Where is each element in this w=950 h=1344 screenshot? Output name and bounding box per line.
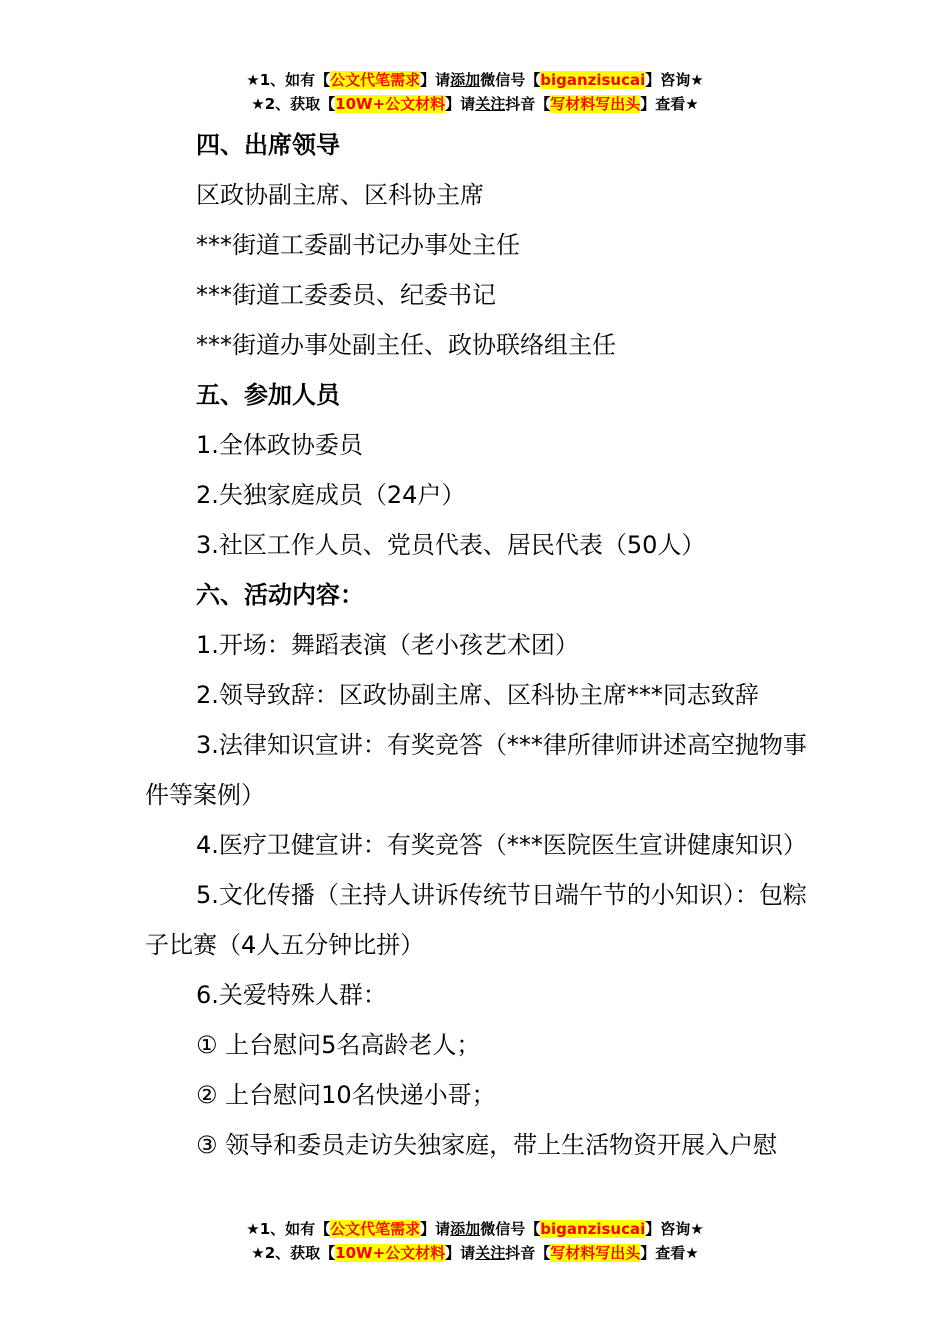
- banner-text: 2、获取【: [264, 1244, 336, 1262]
- header-banner: [0, 68, 950, 116]
- star-icon: ★: [690, 71, 704, 89]
- banner-underlined: 添加: [450, 71, 481, 89]
- participant-item: 2.失独家庭成员（24户）: [196, 481, 466, 509]
- banner-line-2: [0, 92, 950, 116]
- star-icon: ★: [685, 95, 699, 113]
- section-heading-participants: 五、参加人员: [196, 381, 340, 409]
- banner-highlight: 10W+公文材料: [335, 1244, 446, 1262]
- banner-line-2: [0, 1241, 950, 1265]
- banner-line-1: [0, 68, 950, 92]
- section-heading-attending-leaders: 四、出席领导: [196, 131, 340, 159]
- star-icon: ★: [246, 1220, 260, 1238]
- document-body: [145, 120, 810, 1170]
- activity-item: 4.医疗卫健宣讲：有奖竞答（***医院医生宣讲健康知识）: [196, 831, 807, 859]
- banner-text: 微信号【: [480, 71, 541, 89]
- participant-item: 3.社区工作人员、党员代表、居民代表（50人）: [196, 531, 706, 559]
- banner-text: 】咨询: [645, 1220, 691, 1238]
- star-icon: ★: [690, 1220, 704, 1238]
- banner-text: 】请: [420, 1220, 451, 1238]
- section-heading-activities: 六、活动内容：: [196, 581, 364, 609]
- footer-banner: [0, 1217, 950, 1265]
- activity-subitem: ② 上台慰问10名快递小哥；: [196, 1081, 496, 1109]
- banner-text: 抖音【: [505, 95, 551, 113]
- banner-line-1: [0, 1217, 950, 1241]
- activity-item: 5.文化传播（主持人讲诉传统节日端午节的小知识）：包粽子比赛（4人五分钟比拼）: [145, 881, 807, 959]
- banner-underlined: 关注: [475, 95, 506, 113]
- banner-underlined: 添加: [450, 1220, 481, 1238]
- banner-text: 】请: [420, 71, 451, 89]
- star-icon: ★: [246, 71, 260, 89]
- activity-item: 3.法律知识宣讲：有奖竞答（***律所律师讲述高空抛物事件等案例）: [145, 731, 807, 809]
- activity-subitem: ③ 领导和委员走访失独家庭，带上生活物资开展入户慰: [196, 1131, 778, 1159]
- banner-text: 】请: [445, 1244, 476, 1262]
- banner-text: 】查看: [640, 1244, 686, 1262]
- douyin-account: 写材料写出头: [550, 95, 641, 113]
- douyin-account: 写材料写出头: [550, 1244, 641, 1262]
- banner-underlined: 关注: [475, 1244, 506, 1262]
- banner-highlight: 公文代笔需求: [330, 1220, 421, 1238]
- leader-item: ***街道工委委员、纪委书记: [196, 281, 496, 309]
- leader-item: 区政协副主席、区科协主席: [196, 181, 484, 209]
- activity-item: 2.领导致辞：区政协副主席、区科协主席***同志致辞: [196, 681, 759, 709]
- banner-text: 微信号【: [480, 1220, 541, 1238]
- activity-subitem: ① 上台慰问5名高龄老人；: [196, 1031, 481, 1059]
- leader-item: ***街道办事处副主任、政协联络组主任: [196, 331, 616, 359]
- star-icon: ★: [251, 95, 265, 113]
- banner-highlight: 10W+公文材料: [335, 95, 446, 113]
- leader-item: ***街道工委副书记办事处主任: [196, 231, 520, 259]
- banner-text: 2、获取【: [264, 95, 336, 113]
- banner-text: 】请: [445, 95, 476, 113]
- participant-item: 1.全体政协委员: [196, 431, 363, 459]
- banner-text: 】查看: [640, 95, 686, 113]
- star-icon: ★: [685, 1244, 699, 1262]
- banner-highlight: 公文代笔需求: [330, 71, 421, 89]
- banner-text: 1、如有【: [259, 71, 331, 89]
- wechat-id: biganzisucai: [540, 71, 646, 89]
- banner-text: 1、如有【: [259, 1220, 331, 1238]
- banner-text: 】咨询: [645, 71, 691, 89]
- activity-item: 6.关爱特殊人群：: [196, 981, 387, 1009]
- wechat-id: biganzisucai: [540, 1220, 646, 1238]
- star-icon: ★: [251, 1244, 265, 1262]
- activity-item: 1.开场：舞蹈表演（老小孩艺术团）: [196, 631, 579, 659]
- banner-text: 抖音【: [505, 1244, 551, 1262]
